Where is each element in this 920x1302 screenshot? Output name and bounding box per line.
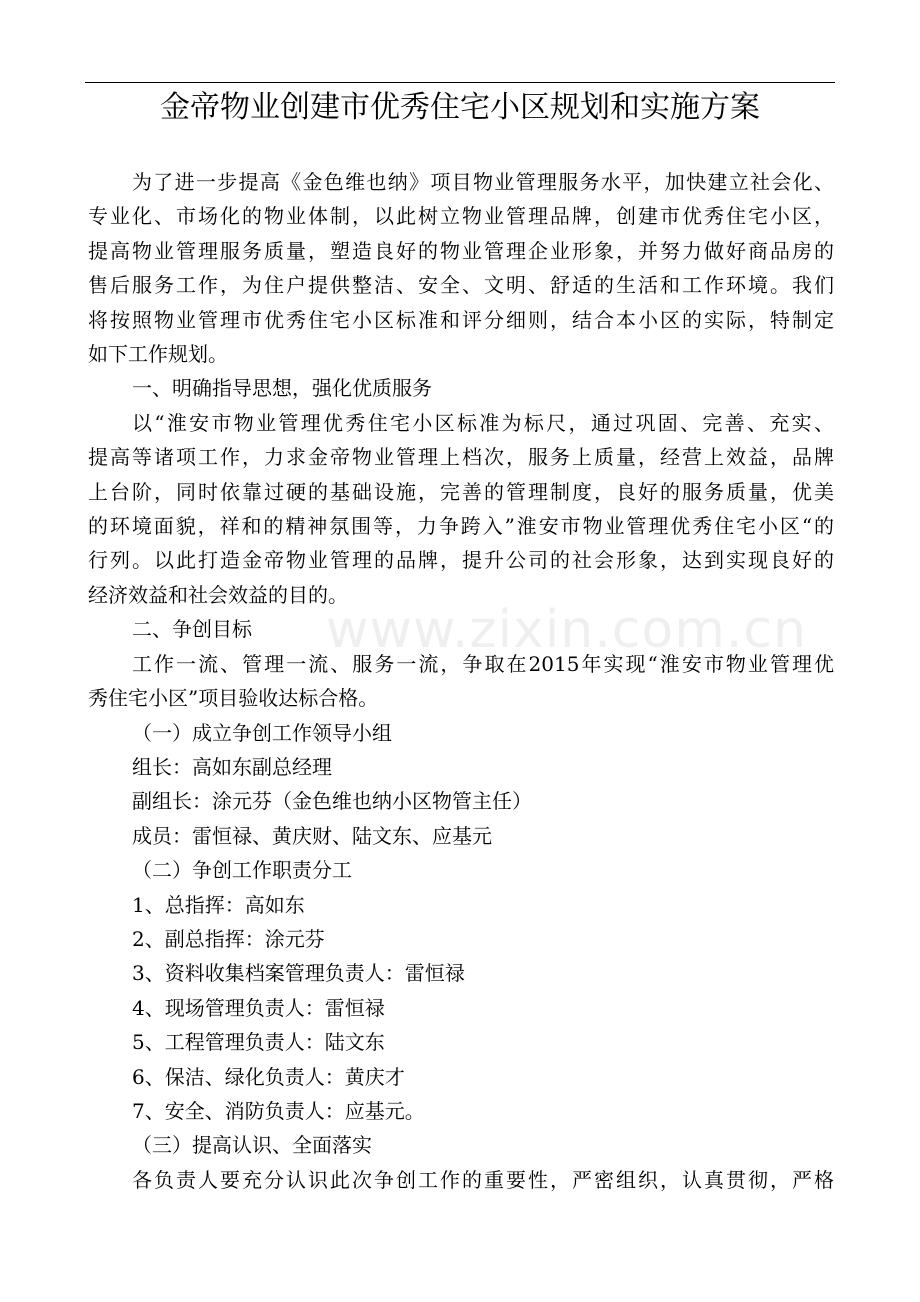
team-deputy-leader: 副组长：涂元芬（金色维也纳小区物管主任） [132,789,532,814]
subsection-heading-2: （二）争创工作职责分工 [132,858,352,883]
team-leader: 组长：高如东副总经理 [132,754,332,779]
duty-item-4: 4、现场管理负责人：雷恒禄 [132,995,385,1020]
intro-line-6: 如下工作规划。 [88,342,228,367]
watermark: www.zixin.com.cn [326,600,807,660]
duty-item-3: 3、资料收集档案管理负责人：雷恒禄 [132,961,465,986]
intro-line-3: 提高物业管理服务质量，塑造良好的物业管理企业形象，并努力做好商品房的 [88,238,834,263]
section2-line-1: 工作一流、管理一流、服务一流，争取在2015年实现“淮安市物业管理优 [132,651,834,676]
section3-line-1: 各负责人要充分认识此次争创工作的重要性，严密组织，认真贯彻，严格 [132,1167,834,1192]
team-members: 成员：雷恒禄、黄庆财、陆文东、应基元 [132,823,492,848]
duty-item-1: 1、总指挥：高如东 [132,892,305,917]
document-title: 金帝物业创建市优秀住宅小区规划和实施方案 [160,90,760,125]
duty-item-5: 5、工程管理负责人：陆文东 [132,1030,385,1055]
section2-line-2: 秀住宅小区”项目验收达标合格。 [88,686,379,711]
subsection-heading-3: （三）提高认识、全面落实 [132,1133,372,1158]
duty-item-2: 2、副总指挥：涂元芬 [132,926,325,951]
section1-line-5: 行列。以此打造金帝物业管理的品牌，提升公司的社会形象，达到实现良好的 [88,548,834,573]
section-heading-2: 二、争创目标 [132,617,252,642]
section1-line-1: 以“淮安市物业管理优秀住宅小区标准为标尺，通过巩固、完善、充实、 [132,410,834,435]
header-rule [85,82,835,83]
section-heading-1: 一、明确指导思想，强化优质服务 [132,376,432,401]
section1-line-4: 的环境面貌，祥和的精神氛围等，力争跨入”淮安市物业管理优秀住宅小区“的 [88,514,834,539]
intro-line-2: 专业化、市场化的物业体制，以此树立物业管理品牌，创建市优秀住宅小区， [88,204,834,229]
intro-line-4: 售后服务工作，为住户提供整洁、安全、文明、舒适的生活和工作环境。我们 [88,273,834,298]
duty-item-6: 6、保洁、绿化负责人：黄庆才 [132,1064,405,1089]
section1-line-6: 经济效益和社会效益的目的。 [88,582,348,607]
subsection-heading-1: （一）成立争创工作领导小组 [132,720,392,745]
section1-line-3: 上台阶，同时依靠过硬的基础设施，完善的管理制度，良好的服务质量，优美 [88,479,834,504]
intro-line-5: 将按照物业管理市优秀住宅小区标准和评分细则，结合本小区的实际，特制定 [88,307,834,332]
section1-line-2: 提高等诸项工作，力求金帝物业管理上档次，服务上质量，经营上效益，品牌 [88,445,834,470]
duty-item-7: 7、安全、消防负责人：应基元。 [132,1098,425,1123]
intro-line-1: 为了进一步提高《金色维也纳》项目物业管理服务水平，加快建立社会化、 [132,170,834,194]
document-body [88,165,834,1197]
